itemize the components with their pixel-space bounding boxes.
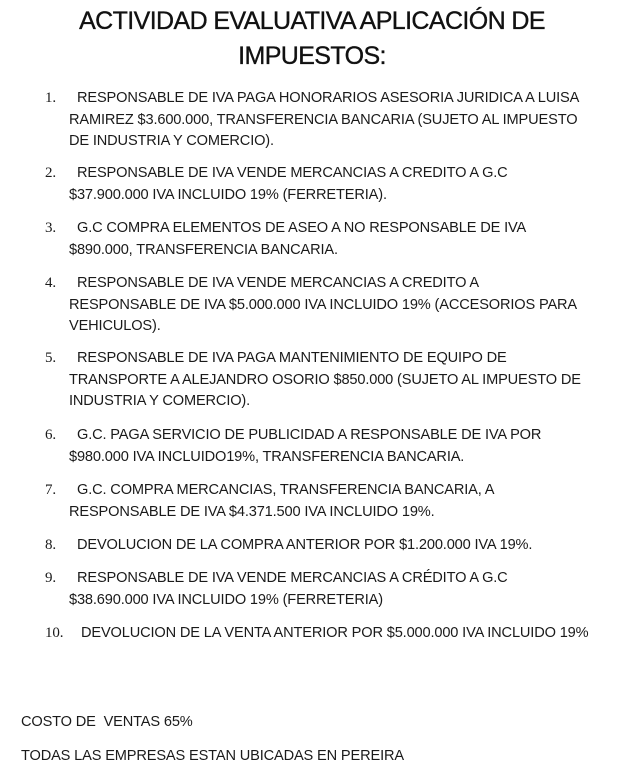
list-item bbox=[45, 535, 589, 557]
list-item bbox=[45, 480, 589, 523]
list-item bbox=[45, 348, 589, 413]
item-text: RESPONSABLE DE IVA VENDE MERCANCIAS A CREDITO A G.C $37.900.000 IVA INCLUIDO 19% (FERRETERIA). bbox=[69, 165, 508, 203]
item-number: 3. bbox=[45, 220, 56, 236]
item-number: 9. bbox=[45, 570, 56, 586]
item-text: RESPONSABLE DE IVA PAGA HONORARIOS ASESORIA JURIDICA A LUISA RAMIREZ $3.600.000, TRANSFERENCIA BANCARIA (SUJETO AL IMPUESTO DE INDUSTRIA Y COMERCIO). bbox=[69, 90, 579, 149]
list-item bbox=[45, 425, 589, 468]
item-number: 5. bbox=[45, 350, 56, 366]
item-number: 4. bbox=[45, 275, 56, 291]
list-item bbox=[45, 88, 589, 153]
list-item bbox=[45, 218, 589, 261]
item-number: 1. bbox=[45, 90, 56, 106]
list-item bbox=[45, 163, 589, 206]
item-number: 7. bbox=[45, 482, 56, 498]
item-text: RESPONSABLE DE IVA PAGA MANTENIMIENTO DE EQUIPO DE TRANSPORTE A ALEJANDRO OSORIO $850.000 (SUJETO AL IMPUESTO DE INDUSTRIA Y COMERCIO). bbox=[69, 350, 581, 409]
item-text: RESPONSABLE DE IVA VENDE MERCANCIAS A CREDITO A RESPONSABLE DE IVA $5.000.000 IVA INCLUIDO 19% (ACCESORIOS PARA VEHICULOS). bbox=[69, 275, 577, 334]
item-text: RESPONSABLE DE IVA VENDE MERCANCIAS A CRÉDITO A G.C $38.690.000 IVA INCLUIDO 19% (FERRETERIA) bbox=[69, 570, 508, 608]
item-text: DEVOLUCION DE LA COMPRA ANTERIOR POR $1.200.000 IVA 19%. bbox=[77, 537, 533, 553]
item-number: 10. bbox=[45, 625, 64, 641]
cost-of-sales-note: COSTO DE VENTAS 65% bbox=[21, 714, 193, 730]
title-line-2: IMPUESTOS: bbox=[238, 42, 386, 70]
location-note: TODAS LAS EMPRESAS ESTAN UBICADAS EN PEREIRA bbox=[21, 748, 404, 764]
item-number: 8. bbox=[45, 537, 56, 553]
item-text: G.C COMPRA ELEMENTOS DE ASEO A NO RESPONSABLE DE IVA $890.000, TRANSFERENCIA BANCARIA. bbox=[69, 220, 526, 258]
list-item bbox=[45, 273, 589, 338]
item-number: 6. bbox=[45, 427, 56, 443]
page-title bbox=[0, 4, 624, 74]
item-text: G.C. PAGA SERVICIO DE PUBLICIDAD A RESPONSABLE DE IVA POR $980.000 IVA INCLUIDO19%, TRANSFERENCIA BANCARIA. bbox=[69, 427, 542, 465]
list-item bbox=[45, 568, 589, 611]
list-item bbox=[45, 623, 589, 645]
title-line-1: ACTIVIDAD EVALUATIVA APLICACIÓN DE bbox=[79, 7, 545, 35]
item-number: 2. bbox=[45, 165, 56, 181]
item-text: G.C. COMPRA MERCANCIAS, TRANSFERENCIA BANCARIA, A RESPONSABLE DE IVA $4.371.500 IVA INCLUIDO 19%. bbox=[69, 482, 494, 520]
item-text: DEVOLUCION DE LA VENTA ANTERIOR POR $5.000.000 IVA INCLUIDO 19% bbox=[81, 625, 589, 641]
